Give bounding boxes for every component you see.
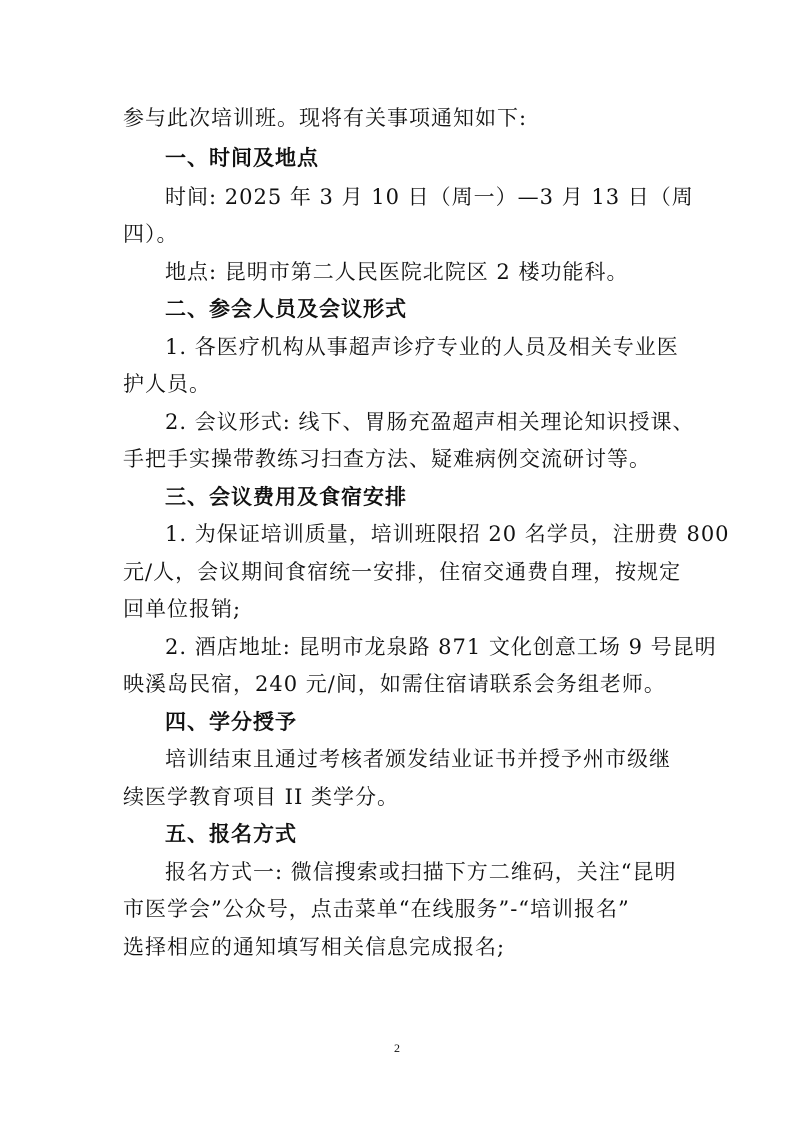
- body-text-line: 元/人，会议期间食宿统一安排，住宿交通费自理，按规定: [123, 560, 682, 584]
- body-text-line: 参与此次培训班。现将有关事项通知如下:: [123, 106, 528, 130]
- body-text-line: 护人员。: [123, 372, 211, 396]
- body-text-line: 报名方式一: 微信搜索或扫描下方二维码，关注“昆明: [165, 860, 677, 884]
- page-number: 2: [394, 1041, 400, 1055]
- body-text-line: 1. 为保证培训质量，培训班限招 20 名学员，注册费 800: [165, 522, 730, 546]
- body-text-line: 回单位报销;: [123, 597, 242, 621]
- section-heading-participants: 二、参会人员及会议形式: [165, 297, 407, 321]
- body-text-line: 时间: 2025 年 3 月 10 日（周一）—3 月 13 日（周: [165, 185, 694, 209]
- body-text-line: 2. 酒店地址: 昆明市龙泉路 871 文化创意工场 9 号昆明: [165, 635, 717, 659]
- body-text-line: 手把手实操带教练习扫查方法、疑难病例交流研讨等。: [123, 447, 651, 471]
- body-text-line: 市医学会”公众号，点击菜单“在线服务”-“培训报名”: [123, 897, 630, 921]
- section-heading-credits: 四、学分授予: [165, 710, 297, 734]
- body-text-line: 映溪岛民宿，240 元/间，如需住宿请联系会务组老师。: [123, 672, 666, 696]
- body-text-line: 培训结束且通过考核者颁发结业证书并授予州市级继: [165, 747, 671, 771]
- body-text-line: 续医学教育项目 II 类学分。: [123, 785, 399, 809]
- section-heading-fees: 三、会议费用及食宿安排: [165, 485, 407, 509]
- body-text-line: 1. 各医疗机构从事超声诊疗专业的人员及相关专业医: [165, 335, 679, 359]
- body-text-line: 四）。: [123, 222, 179, 246]
- body-text-line: 地点: 昆明市第二人民医院北院区 2 楼功能科。: [165, 260, 629, 284]
- body-text-line: 2. 会议形式: 线下、胃肠充盈超声相关理论知识授课、: [165, 410, 695, 434]
- section-heading-time-location: 一、时间及地点: [165, 146, 319, 170]
- body-text-line: 选择相应的通知填写相关信息完成报名;: [123, 935, 506, 959]
- section-heading-registration: 五、报名方式: [165, 822, 297, 846]
